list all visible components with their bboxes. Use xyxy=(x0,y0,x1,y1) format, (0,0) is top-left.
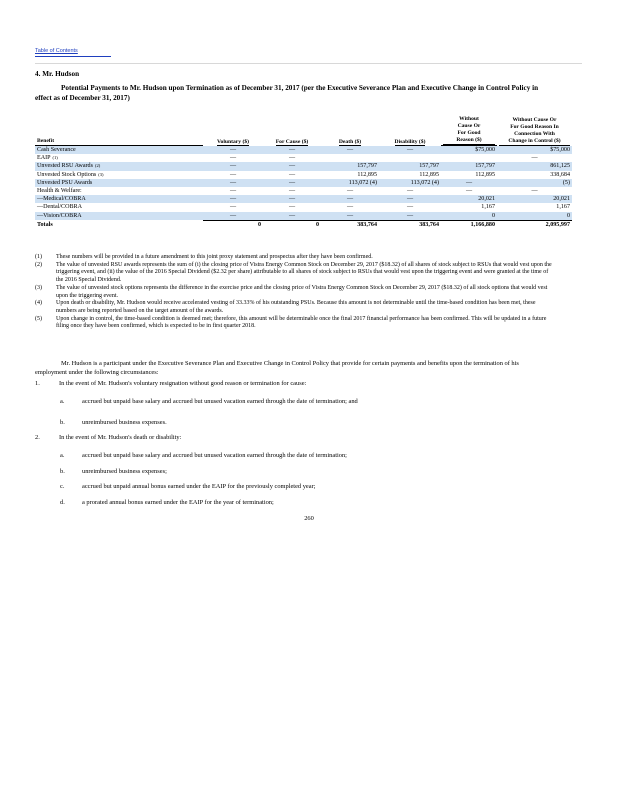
table-row xyxy=(35,212,572,221)
page-number: 260 xyxy=(304,515,314,522)
cell-voluntary: — xyxy=(203,212,263,221)
col-header-disability: Disability ($) xyxy=(394,138,426,145)
table-row xyxy=(35,162,572,170)
footnote-ref: (2) xyxy=(94,163,101,169)
row-label: —Vision/COBRA xyxy=(35,212,203,221)
cell-without-cause: 0 xyxy=(441,212,497,221)
cell-change-in-control: — xyxy=(531,155,538,162)
footnote-mark: (3) xyxy=(35,284,42,291)
table-row xyxy=(35,154,572,162)
cell-disability: — xyxy=(379,212,441,221)
footnote-text: Upon death or disability, Mr. Hudson would receive accelerated vesting of 33.33% of his outstanding PSUs. Because this amount is not determinable until the time-based condition has been met, these numbers are being reported based on the target amount of the awards. xyxy=(56,300,536,314)
table-row xyxy=(35,195,572,203)
table-row xyxy=(35,171,572,179)
cell-without-cause: 1,167 xyxy=(481,204,495,211)
cell-for-cause: — xyxy=(263,212,321,221)
footnote-ref: (1) xyxy=(52,155,58,161)
cell-for-cause: — xyxy=(288,155,296,162)
footnote-text: The value of unvested stock options represents the difference in the exercise price and the closing price of Vistra Energy Common Stock on December 29, 2017 ($18.32) of all stock options that would vest upon the triggering event. xyxy=(56,284,548,299)
col-header-without-cause: Without Cause Or For Good Reason ($) xyxy=(441,116,497,146)
table-row xyxy=(35,179,572,187)
cell-change-in-control: 861,125 xyxy=(497,162,572,170)
table-title: Potential Payments to Mr. Hudson upon Termination as of December 31, 2017 (per the Executive Severance Plan and Executive Change in Control Policy in effect as of December 31, 2017) xyxy=(35,84,539,102)
footnote-mark: (2) xyxy=(35,261,42,268)
cell-disability: — xyxy=(379,146,441,155)
totals-label: Totals xyxy=(37,221,53,228)
footnote xyxy=(35,300,555,315)
cell-change-in-control xyxy=(497,179,572,187)
col-header-benefit: Benefit xyxy=(35,116,203,146)
row-label: Unvested RSU Awards $^{(2)}$ xyxy=(35,162,203,170)
cell-disability: — xyxy=(406,204,414,211)
cell-change-in-control: 1,167 xyxy=(556,204,570,211)
cell-without-cause: 20,021 xyxy=(441,195,497,203)
cell-for-cause: — xyxy=(263,195,321,203)
cell-without-cause: $75,000 xyxy=(441,146,497,155)
footnote-ref: (5) xyxy=(562,179,570,186)
cell-for-cause: — xyxy=(263,162,321,170)
footnote-ref: (3) xyxy=(98,171,104,177)
footnotes xyxy=(35,254,555,331)
cell-for-cause: — xyxy=(288,171,296,178)
cell-death xyxy=(321,154,379,162)
total-without-cause: 1,166,880 xyxy=(470,221,495,228)
cell-disability xyxy=(379,154,441,162)
cell-voluntary: — xyxy=(229,188,237,195)
row-label: —Medical/COBRA xyxy=(35,195,203,203)
cell-disability: 112,895 xyxy=(419,171,439,178)
cell-disability: 157,797 xyxy=(379,162,441,170)
table-row xyxy=(35,146,572,155)
cell-for-cause: — xyxy=(288,188,296,195)
cell-without-cause: — xyxy=(465,188,473,195)
footnote-mark: (5) xyxy=(35,315,42,322)
row-label: Health & Welfare: xyxy=(37,188,82,195)
section-title: 4. Mr. Hudson xyxy=(35,70,80,78)
cell-death: — xyxy=(321,195,379,203)
cell-voluntary: — xyxy=(203,195,263,203)
row-label: Unvested PSU Awards xyxy=(35,179,203,187)
intro-paragraph: Mr. Hudson is a participant under the Executive Severance Plan and Executive Change in Control Policy that provide for certain payments and benefits upon the termination of his employment under the following circumstances: xyxy=(35,360,519,376)
col-header-voluntary: Voluntary ($) xyxy=(217,138,249,145)
cell-disability: — xyxy=(379,195,441,203)
cell-change-in-control: $75,000 xyxy=(497,146,572,155)
cell-change-in-control: — xyxy=(531,188,538,195)
cell-death: 157,797 xyxy=(321,162,379,170)
row-label: Unvested Stock Options $^{(3)}$ xyxy=(37,171,104,178)
footnote-text: These numbers will be provided in a future amendment to this joint proxy statement and prospectus after they have been confirmed. xyxy=(56,254,373,260)
total-voluntary: 0 xyxy=(257,221,261,228)
cell-death: — xyxy=(346,188,354,195)
cell-change-in-control: 0 xyxy=(497,212,572,221)
total-disability: 383,764 xyxy=(419,221,439,228)
footnote xyxy=(35,316,555,331)
cell-death: 113,072 (4) xyxy=(321,179,379,187)
footnote-mark: (4) xyxy=(35,300,42,307)
cell-voluntary: — xyxy=(229,204,237,211)
cell-for-cause: — xyxy=(288,204,296,211)
termination-payments-table xyxy=(35,116,572,229)
col-header-for-cause: For Cause ($) xyxy=(275,138,309,145)
cell-without-cause: 157,797 xyxy=(441,162,497,170)
cell-voluntary: — xyxy=(229,155,237,162)
row-label: EAIP $^{(1)}$ xyxy=(37,155,58,162)
cell-death: — xyxy=(321,146,379,155)
toc-underline xyxy=(35,56,111,57)
cell-death: — xyxy=(346,204,354,211)
cell-disability: — xyxy=(406,188,414,195)
cell-without-cause xyxy=(441,154,497,162)
cell-voluntary: — xyxy=(203,146,263,155)
footnote xyxy=(35,262,555,285)
col-header-change-in-control: Without Cause Or For Good Reason In Connection With Change in Control ($) xyxy=(497,116,572,146)
header-rule xyxy=(35,63,582,64)
cell-change-in-control: 20,021 xyxy=(497,195,572,203)
total-change-in-control: 2,095,997 xyxy=(545,221,570,228)
total-death: 383,764 xyxy=(357,221,377,228)
table-of-contents-link[interactable]: Table of Contents xyxy=(35,48,78,54)
table-row xyxy=(35,187,572,195)
cell-voluntary: — xyxy=(229,171,237,178)
col-header-death: Death ($) xyxy=(338,138,362,145)
cell-disability: 113,072 (4) xyxy=(379,179,441,187)
cell-for-cause: — xyxy=(263,179,321,187)
footnote-text: Upon change in control, the time-based condition is deemed met; therefore, this amount will be determinable once the final 2017 financial performance has been confirmed. This will be updated in a future filing once they have been confirmed, which is expected to be in first quarter 2018. xyxy=(56,315,547,330)
totals-row xyxy=(35,220,572,229)
cell-voluntary: — xyxy=(203,162,263,170)
footnote-text: The value of unvested RSU awards represents the sum of (i) the closing price of Vistra Energy Common Stock on December 29, 2017 ($18.32) of all shares of stock subject to RSUs that would vest upon the triggering event, and (ii) the value of the 2016 Special Dividend ($2.32 per share) attributable to all shares of stock subject to RSUs that would vest upon the triggering event and were granted at the time of the 2016 Special Dividend. xyxy=(56,261,552,284)
row-label: Cash Severance xyxy=(35,146,203,155)
cell-change-in-control: 338,684 xyxy=(550,171,570,178)
footnote-mark: (1) xyxy=(35,254,42,260)
footnote xyxy=(35,285,555,300)
cell-for-cause: — xyxy=(263,146,321,155)
total-for-cause: 0 xyxy=(315,221,319,228)
cell-death: — xyxy=(321,212,379,221)
table-row xyxy=(35,203,572,211)
cell-voluntary: — xyxy=(203,179,263,187)
cell-without-cause: 112,895 xyxy=(475,171,495,178)
cell-without-cause: — xyxy=(441,179,497,187)
row-label: —Dental/COBRA xyxy=(37,204,83,211)
footnote xyxy=(35,254,555,262)
cell-death: 112,895 xyxy=(357,171,377,178)
document-page: Table of Contents 4. Mr. Hudson Potential Payments to Mr. Hudson upon Termination as of December 31, 2017 (per the Executive Severance Plan and Executive Change in Control Policy in effect as of December 31, 2017) Benefit Voluntary ($) For Cause ($) Death ($) Disability ($) Without Cause Or For Good Reason ($) Without Cause Or For Good Reason In Connection With Change in Control ($) Cash Severance — — — — $75,000 $75,000 EAIP $^{(1)}$ — — — Unvested RSU Awards $^{(2)}$ — — 157,797 157,797 157,797 861,125 Unvested Stock Options $^{(3)}$ — — 112,895 112,895 112,895 338,684 Unvested PSU Awards — — 113,072 (4) 113,072 (4) — (5) Health & Welfare: — — — — — — —Medical/COBRA — — — — 20,021 20,021 —Dental/COBRA — — — — 1,167 1,167 —Vision/COBRA — — — — 0 0 Totals 0 0 383,764 383,764 1,166,880 2,095,997 (1) These numbers will be provided in a future amendment to this joint proxy statement and prospectus after they have been confirmed. (2) The value of unvested RSU awards represents the sum of (i) the closing price of Vistra Energy Common Stock on December 29, 2017 ($18.32) of all shares of stock subject to RSUs that would vest upon the triggering event, and (ii) the value of the 2016 Special Dividend ($2.32 per share) attributable to all shares of stock subject to RSUs that would vest upon the triggering event and were granted at the time of the 2016 Special Dividend. (3) The value of unvested stock options represents the difference in the exercise price and the closing price of Vistra Energy Common Stock on December 29, 2017 ($18.32) of all stock options that would vest upon the triggering event. (4) Upon death or disability, Mr. Hudson would receive accelerated vesting of 33.33% of his outstanding PSUs. Because this amount is not determinable until the time-based condition has been met, these numbers are being reported based on the target amount of the awards. (5) Upon change in control, the time-based condition is deemed met; therefore, this amount will be determinable once the final 2017 financial performance has been confirmed. This will be updated in a future filing once they have been confirmed, which is expected to be in first quarter 2018. Mr. Hudson is a participant under the Executive Severance Plan and Executive Change in Control Policy that provide for certain payments and benefits upon the termination of his employment under the following circumstances: 1. In the event of Mr. Hudson's voluntary resignation without good reason or termination for cause: a. accrued but unpaid base salary and accrued but unused vacation earned through the date of termination; and b. unreimbursed business expenses. 2. In the event of Mr. Hudson's death or disability: a. accrued but unpaid base salary and accrued but unused vacation earned through the date of termination; b. unreimbursed business expenses; c. accrued but unpaid annual bonus earned under the EAIP for the previously completed year; d. a prorated annual bonus earned under the EAIP for the year of termination; 260 xyxy=(0,0,618,800)
